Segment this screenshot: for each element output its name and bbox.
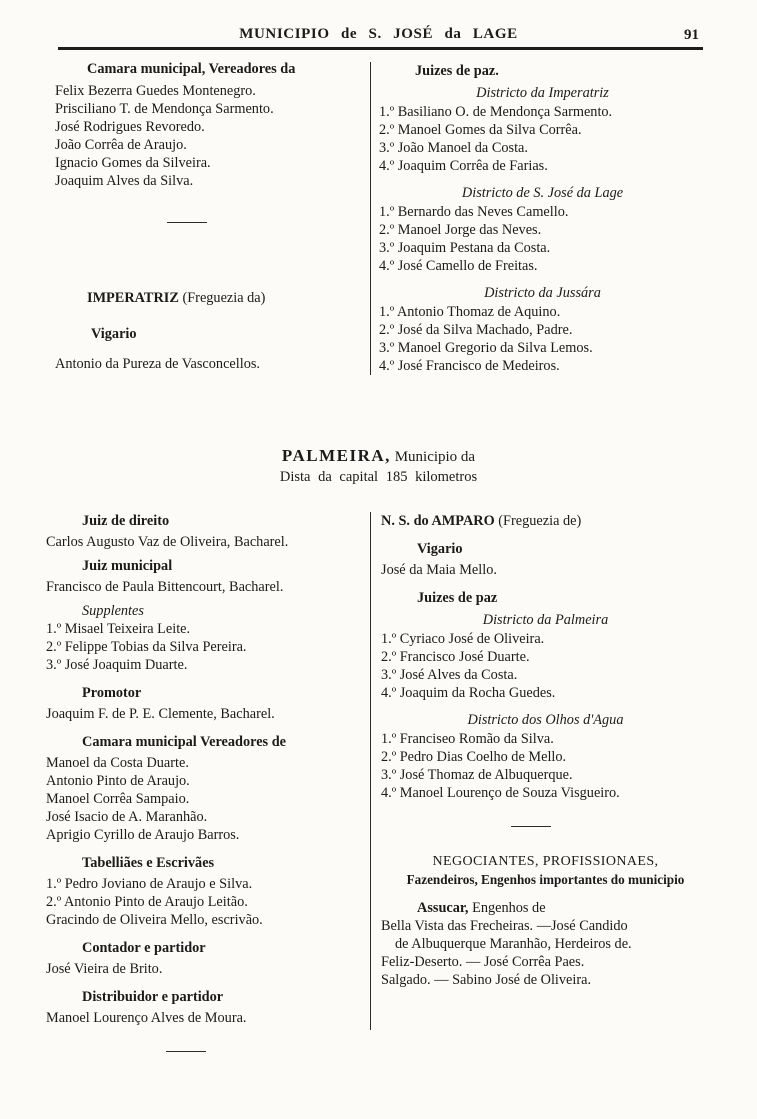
contador-label: Contador e partidor bbox=[82, 940, 206, 956]
palmeira-right-column bbox=[370, 512, 710, 1030]
juiz-municipal-name: Francisco de Paula Bittencourt, Bacharel. bbox=[46, 579, 284, 595]
judge-entry: 3.º José Alves da Costa. bbox=[381, 667, 518, 683]
vigario-name: Antonio da Pureza de Vasconcellos. bbox=[55, 356, 261, 372]
juiz-municipal-label: Juiz municipal bbox=[82, 558, 173, 574]
assucar-suffix: Engenhos de bbox=[468, 900, 546, 916]
camara-member: Joaquim Alves da Silva. bbox=[55, 173, 194, 189]
camara-member: João Corrêa de Araujo. bbox=[55, 137, 187, 153]
tabelliaes-label: Tabelliães e Escrivães bbox=[82, 855, 215, 871]
page-header bbox=[0, 26, 757, 48]
judge-entry: 1.º Antonio Thomaz de Aquino. bbox=[379, 304, 561, 320]
judge-entry: 3.º José Thomaz de Albuquerque. bbox=[381, 767, 573, 783]
promotor-name: Joaquim F. de P. E. Clemente, Bacharel. bbox=[46, 706, 275, 722]
judge-entry: 3.º Joaquim Pestana da Costa. bbox=[379, 240, 551, 256]
negociantes-heading-line2: Fazendeiros, Engenhos importantes do municipio bbox=[406, 872, 685, 887]
vigario-name: José da Maia Mello. bbox=[381, 562, 497, 578]
imperatriz-suffix: (Freguezia da) bbox=[178, 290, 266, 306]
judge-entry: 1.º Franciseo Romão da Silva. bbox=[381, 731, 554, 747]
distribuidor-name: Manoel Lourenço Alves de Moura. bbox=[46, 1010, 247, 1026]
section-divider-rule bbox=[511, 826, 551, 827]
promotor-label: Promotor bbox=[82, 685, 142, 701]
supplente-entry: 1.º Misael Teixeira Leite. bbox=[46, 621, 191, 637]
juizes-de-paz-heading: Juizes de paz bbox=[417, 590, 498, 606]
assucar-label: Assucar, bbox=[417, 900, 469, 916]
judge-entry: 1.º Bernardo das Neves Camello. bbox=[379, 204, 569, 220]
page-title: MUNICIPIO de S. JOSÉ da LAGE bbox=[239, 26, 518, 42]
camara-member: Aprigio Cyrillo de Araujo Barros. bbox=[46, 827, 240, 843]
district-name: Districto da Palmeira bbox=[482, 612, 609, 628]
palmeira-subtitle: Dista da capital 185 kilometros bbox=[279, 469, 478, 485]
tabelliao-entry: 2.º Antonio Pinto de Araujo Leitão. bbox=[46, 894, 248, 910]
imperatriz-title: IMPERATRIZ bbox=[87, 290, 179, 306]
camara-member: José Rodrigues Revoredo. bbox=[55, 119, 205, 135]
juizes-de-paz-heading: Juizes de paz. bbox=[415, 63, 499, 79]
page-number: 91 bbox=[684, 27, 699, 43]
supplente-entry: 3.º José Joaquim Duarte. bbox=[46, 657, 188, 673]
palmeira-title-name: PALMEIRA, bbox=[281, 446, 391, 465]
camara-member: Felix Bezerra Guedes Montenegro. bbox=[55, 83, 256, 99]
juiz-direito-label: Juiz de direito bbox=[82, 513, 170, 529]
engenho-entry: Feliz-Deserto. — José Corrêa Paes. bbox=[381, 954, 585, 970]
header-rule bbox=[58, 47, 703, 50]
judge-entry: 4.º José Camello de Freitas. bbox=[379, 258, 538, 274]
district-name: Districto da Imperatriz bbox=[476, 85, 609, 101]
section-divider-rule bbox=[167, 222, 207, 223]
judge-entry: 1.º Cyriaco José de Oliveira. bbox=[381, 631, 545, 647]
palmeira-section-header bbox=[0, 446, 757, 487]
engenho-entry: Bella Vista das Frecheiras. —José Candido bbox=[381, 918, 628, 934]
assucar-heading bbox=[417, 899, 710, 917]
tabelliao-entry: Gracindo de Oliveira Mello, escrivão. bbox=[46, 912, 263, 928]
judge-entry: 4.º José Francisco de Medeiros. bbox=[379, 358, 560, 374]
supplentes-label: Supplentes bbox=[82, 603, 144, 619]
district-name: Districto da Jussára bbox=[484, 285, 601, 301]
amparo-heading bbox=[381, 512, 710, 530]
judge-entry: 3.º João Manoel da Costa. bbox=[379, 140, 528, 156]
judge-entry: 1.º Basiliano O. de Mendonça Sarmento. bbox=[379, 104, 613, 120]
camara-palmeira-heading: Camara municipal Vereadores de bbox=[82, 734, 286, 750]
amparo-suffix: (Freguezia de) bbox=[494, 513, 582, 529]
judge-entry: 4.º Joaquim Corrêa de Farias. bbox=[379, 158, 548, 174]
judge-entry: 2.º José da Silva Machado, Padre. bbox=[379, 322, 573, 338]
judge-entry: 3.º Manoel Gregorio da Silva Lemos. bbox=[379, 340, 593, 356]
judge-entry: 4.º Manoel Lourenço de Souza Visgueiro. bbox=[381, 785, 620, 801]
camara-member: Ignacio Gomes da Silveira. bbox=[55, 155, 211, 171]
judge-entry: 4.º Joaquim da Rocha Guedes. bbox=[381, 685, 556, 701]
palmeira-title-suffix: Municipio da bbox=[390, 449, 476, 465]
camara-member: Manoel da Costa Duarte. bbox=[46, 755, 189, 771]
judge-entry: 2.º Manoel Jorge das Neves. bbox=[379, 222, 542, 238]
camara-member: Manoel Corrêa Sampaio. bbox=[46, 791, 190, 807]
palmeira-title bbox=[0, 446, 757, 467]
amparo-title: N. S. do AMPARO bbox=[381, 513, 495, 529]
camara-member: Prisciliano T. de Mendonça Sarmento. bbox=[55, 101, 274, 117]
palmeira-left-column bbox=[46, 512, 364, 1052]
district-name: Districto dos Olhos d'Agua bbox=[467, 712, 624, 728]
engenho-entry: Salgado. — Sabino José de Oliveira. bbox=[381, 972, 592, 988]
sao-jose-left-column bbox=[55, 60, 363, 373]
vigario-label: Vigario bbox=[417, 541, 463, 557]
contador-name: José Vieira de Brito. bbox=[46, 961, 163, 977]
section-divider-rule bbox=[166, 1051, 206, 1052]
engenho-entry-continuation: de Albuquerque Maranhão, Herdeiros de. bbox=[395, 936, 632, 952]
sao-jose-right-column bbox=[370, 62, 706, 375]
judge-entry: 2.º Pedro Dias Coelho de Mello. bbox=[381, 749, 567, 765]
camara-member: Antonio Pinto de Araujo. bbox=[46, 773, 190, 789]
negociantes-heading-line1: NEGOCIANTES, PROFISSIONAES, bbox=[432, 854, 659, 869]
imperatriz-heading bbox=[87, 289, 363, 307]
distribuidor-label: Distribuidor e partidor bbox=[82, 989, 224, 1005]
tabelliao-entry: 1.º Pedro Joviano de Araujo e Silva. bbox=[46, 876, 253, 892]
vigario-label: Vigario bbox=[91, 326, 137, 342]
judge-entry: 2.º Francisco José Duarte. bbox=[381, 649, 530, 665]
camara-municipal-heading: Camara municipal, Vereadores da bbox=[87, 61, 296, 77]
district-name: Districto de S. José da Lage bbox=[461, 185, 624, 201]
judge-entry: 2.º Manoel Gomes da Silva Corrêa. bbox=[379, 122, 582, 138]
supplente-entry: 2.º Felippe Tobias da Silva Pereira. bbox=[46, 639, 247, 655]
juiz-direito-name: Carlos Augusto Vaz de Oliveira, Bacharel. bbox=[46, 534, 289, 550]
camara-member: José Isacio de A. Maranhão. bbox=[46, 809, 208, 825]
